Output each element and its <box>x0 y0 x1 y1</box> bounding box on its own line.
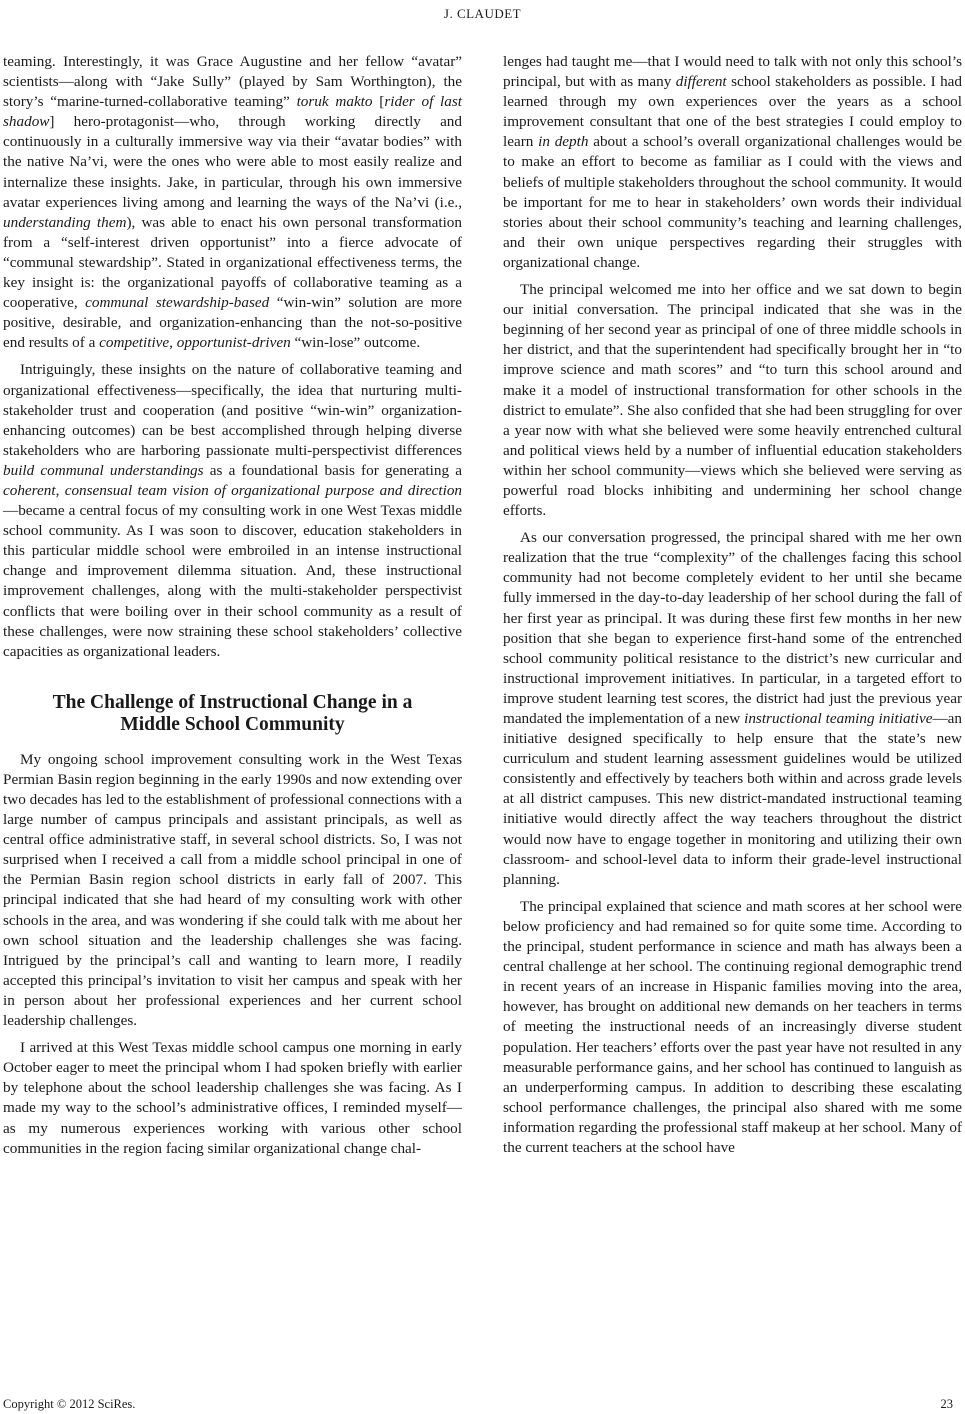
section-heading-line: Middle School Community <box>120 713 345 735</box>
left-column <box>3 52 462 1159</box>
running-head: J. CLAUDET <box>443 6 522 21</box>
paragraph: The principal explained that science and math scores at her school were below proficiency and had remained so for quite some time. According to the principal, student performance in science and math has always been a central challenge at her school. The continuing regional demographic trend in recent years of an increase in Hispanic families moving into the area, however, has brought on additional new demands on her teachers in terms of meeting the instructional needs of an increasingly diverse student population. Her teachers’ efforts over the past year have not resulted in any measurable performance gains, and her school has continued to languish as an underperforming campus. In addition to describing these escalating school performance challenges, the principal also shared with me some information regarding the professional staff makeup at her school. Many of the current teachers at the school have <box>503 897 962 1156</box>
paragraph: Intriguingly, these insights on the nature of collaborative teaming and organizational effectiveness—specifically, the idea that nurturing multi-stakeholder trust and cooperation (and positive “win-win” organization-enhancing outcomes) can be best accomplished through helping diverse stakeholders who are harboring passionate multi-perspectivist differences build communal understandings as a foundational basis for generating a coherent, consensual team vision of organizational purpose and direction—became a central focus of my consulting work in one West Texas middle school community. As I was soon to discover, education stakeholders in this particular middle school were embroiled in an intense instructional change and improvement dilemma situation. And, these instructional improvement challenges, along with the multi-stakeholder perspectivist conflicts that were boiling over in their school community as a result of these challenges, were now straining these school stakeholders’ collective capacities as organizational leaders. <box>3 361 463 660</box>
copyright-notice: Copyright © 2012 SciRes. <box>3 1397 136 1411</box>
paragraph: teaming. Interestingly, it was Grace Augustine and her fellow “avatar” scientists—along with “Jake Sully” (played by Sam Worthington), the story’s “marine-turned-collaborative teaming” toruk makto [rider of last shadow] hero-protagonist—who, through working directly and continuously in a culturally immersive way via their “avatar bodies” with the native Na’vi, were the ones who were able to most easily realize and internalize these insights. Jake, in particular, through his own immersive avatar experiences living among and learning the ways of the Na’vi (i.e., understanding them), was able to enact his own personal transformation from a “self-interest driven opportunist” into a fierce advocate of “communal stewardship”. Stated in organizational effectiveness terms, the key insight is: the organizational payoffs of collaborative teaming as a cooperative, communal stewardship-based “win-win” solution are more positive, desirable, and organization-enhancing than the not-so-positive end results of a competitive, opportunist-driven “win-lose” outcome. <box>3 53 463 352</box>
paragraph: The principal welcomed me into her office and we sat down to begin our initial conversation. The principal indicated that she was in the beginning of her second year as principal of one of three middle schools in her district, and that the superintendent had specifically brought her in “to improve science and math scores” and “to turn this school around and make it a model of instructional transformation for other schools in the district to emulate”. She also confided that she had been struggling for over a year now with what she believed were some heavily entrenched cultural and political views held by a number of influential education stakeholders within her school community—views which she believed were serving as powerful road blocks inhibiting and undermining her school change efforts. <box>503 281 962 520</box>
section-heading <box>3 692 462 736</box>
page-number: 23 <box>940 1397 953 1411</box>
paragraph: I arrived at this West Texas middle school campus one morning in early October eager to meet the principal whom I had spoken briefly with earlier by telephone about the school leadership challenges she was facing. As I made my way to the school’s administrative offices, I reminded myself—as my numerous experiences working with various other school communities in the region facing similar organizational change chal- <box>3 1039 462 1157</box>
right-column <box>503 52 962 1158</box>
paragraph: lenges had taught me—that I would need to talk with not only this school’s principal, but with as many different school stakeholders as possible. I had learned through my own experiences over the years as a school improvement consultant that one of the best strategies I could employ to learn in depth about a school’s overall organizational challenges would be to make an effort to become as familiar as I could with the views and beliefs of multiple stakeholders throughout the school community. It would be important for me to hear in stakeholders’ own words their individual stories about their school community’s teaching and learning challenges, and their own unique perspectives regarding their struggles with organizational change. <box>503 53 962 271</box>
section-heading-line: The Challenge of Instructional Change in a <box>52 691 413 713</box>
paragraph: My ongoing school improvement consulting work in the West Texas Permian Basin region beginning in the early 1990s and now extending over two decades has led to the establishment of professional connections with a large number of campus principals and assistant principals, as well as central office administrative staff, in several school districts. So, I was not surprised when I received a call from a middle school principal in one of the Permian Basin region school districts in early fall of 2007. This principal indicated that she had heard of my consulting work with other schools in the area, and was wondering if she could talk with me about her own school situation and the leadership challenges she was facing. Intrigued by the principal’s call and wanting to learn more, I readily accepted this principal’s invitation to visit her campus and speak with her in person about her professional experiences and her current school leadership challenges. <box>3 750 462 1030</box>
paragraph: As our conversation progressed, the principal shared with me her own realization that the true “complexity” of the challenges facing this school community had not become completely evident to her until she became fully immersed in the day-to-day leadership of her school during the fall of her first year as principal. It was during these first few months in her new position that she began to experience first-hand some of the entrenched school community political resistance to the district’s new curricular and instructional improvement initiatives. In particular, in a targeted effort to improve student learning test scores, the district had just the previous year mandated the implementation of a new instructional teaming initiative—an initiative designed specifically to help ensure that the state’s new curriculum and student learning assessment guidelines would be utilized consistently and effectively by teachers both within and across grade levels at all district campuses. This new district-mandated instructional teaming initiative would directly affect the way teachers throughout the district would now have to engage together in monitoring and utilizing their own classroom- and school-level data to inform their grade-level instructional planning. <box>503 529 962 888</box>
